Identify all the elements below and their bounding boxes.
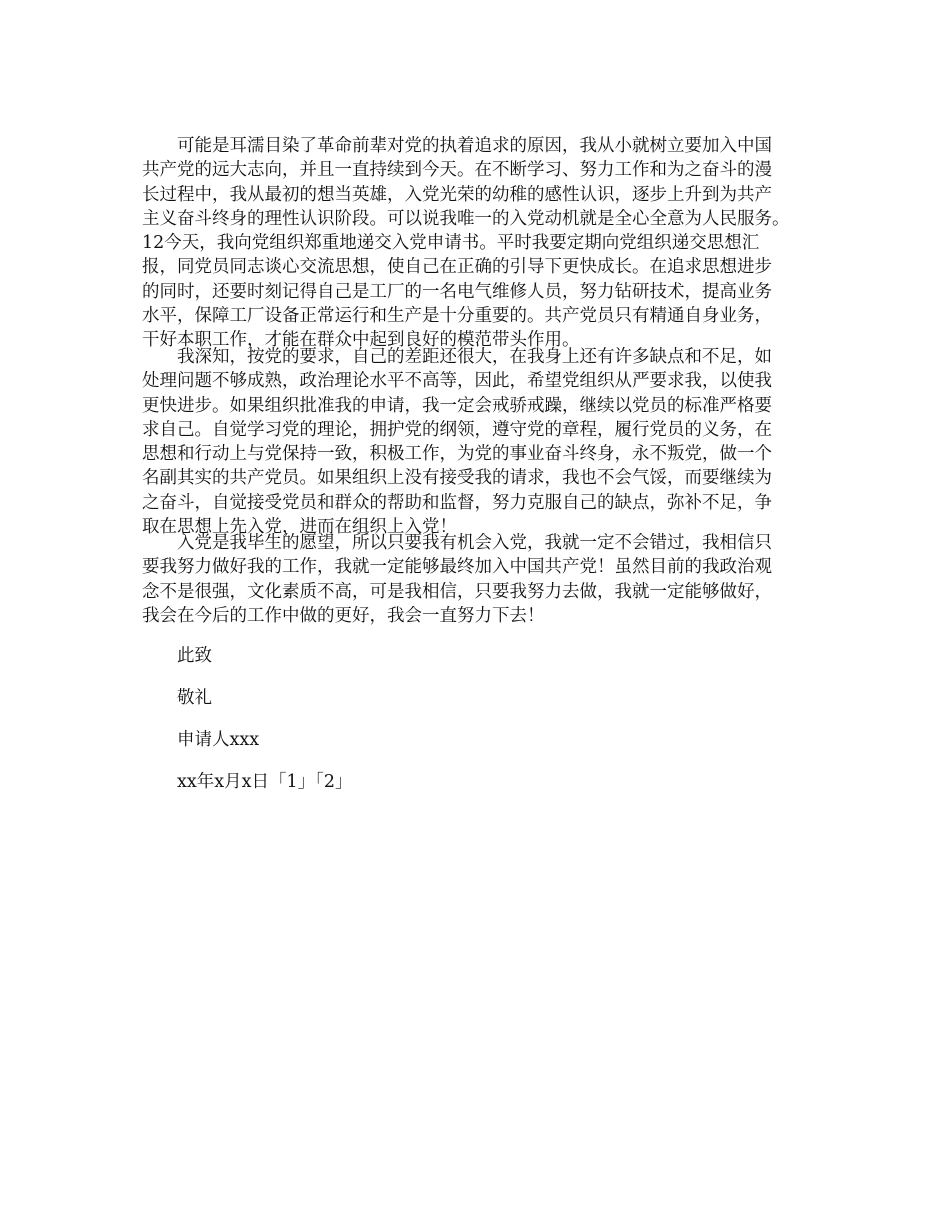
text-line: 更快进步。如果组织批准我的申请，我一定会戒骄戒躁，继续以党员的标准严格要 [142, 395, 772, 416]
text-line: 的同时，还要时刻记得自己是工厂的一名电气维修人员，努力钻研技术，提高业务 [142, 281, 772, 302]
closing-respect: 敬礼 [177, 688, 212, 708]
text-line: 入党是我毕生的愿望，所以只要我有机会入党，我就一定不会错过，我相信只 [142, 533, 772, 553]
closing-salutation: 此致 [177, 646, 212, 666]
text-line: 取在思想上先入党，进而在组织上入党！ [142, 517, 457, 538]
paragraph-motivation [142, 134, 822, 353]
text-line: 要我努力做好我的工作，我就一定能够最终加入中国共产党！虽然目前的我政治观 [142, 557, 772, 578]
text-line: 可能是耳濡目染了革命前辈对党的执着追求的原因，我从小就树立要加入中国 [142, 136, 772, 156]
text-line: 名副其实的共产党员。如果组织上没有接受我的请求，我也不会气馁，而要继续为 [142, 468, 772, 489]
text-line: 之奋斗，自觉接受党员和群众的帮助和监督，努力克服自己的缺点，弥补不足，争 [142, 492, 772, 513]
text-line: 水平，保障工厂设备正常运行和生产是十分重要的。共产党员只有精通自身业务， [142, 306, 772, 327]
text-line: 12今天，我向党组织郑重地递交入党申请书。平时我要定期向党组织递交思想汇 [142, 233, 760, 254]
text-line: 思想和行动上与党保持一致，积极工作，为党的事业奋斗终身，永不叛党，做一个 [142, 444, 772, 465]
paragraph-self-assessment [142, 345, 822, 539]
text-line: 长过程中，我从最初的想当英雄，入党光荣的幼稚的感性认识，逐步上升到为共产 [142, 184, 772, 205]
text-line: 念不是很强，文化素质不高，可是我相信，只要我努力去做，我就一定能够做好， [142, 581, 772, 602]
text-line: 共产党的远大志向，并且一直持续到今天。在不断学习、努力工作和为之奋斗的漫 [142, 160, 772, 181]
text-line: 我深知，按党的要求，自己的差距还很大，在我身上还有许多缺点和不足，如 [142, 347, 772, 367]
applicant-signature: 申请人xxx [177, 730, 260, 750]
text-line: 处理问题不够成熟，政治理论水平不高等，因此，希望党组织从严要求我，以使我 [142, 371, 772, 392]
text-line: 求自己。自觉学习党的理论，拥护党的纲领，遵守党的章程，履行党员的义务，在 [142, 419, 772, 440]
text-line: 报，同党员同志谈心交流思想，使自己在正确的引导下更快成长。在追求思想进步 [142, 257, 772, 278]
text-line: 主义奋斗终身的理性认识阶段。可以说我唯一的入党动机就是全心全意为人民服务。 [142, 208, 790, 229]
text-line: 干好本职工作，才能在群众中起到良好的模范带头作用。 [142, 330, 580, 351]
paragraph-aspiration [142, 531, 822, 628]
date-line: xx年x月x日「1」「2」 [177, 772, 353, 792]
text-line: 我会在今后的工作中做的更好，我会一直努力下去！ [142, 605, 545, 626]
